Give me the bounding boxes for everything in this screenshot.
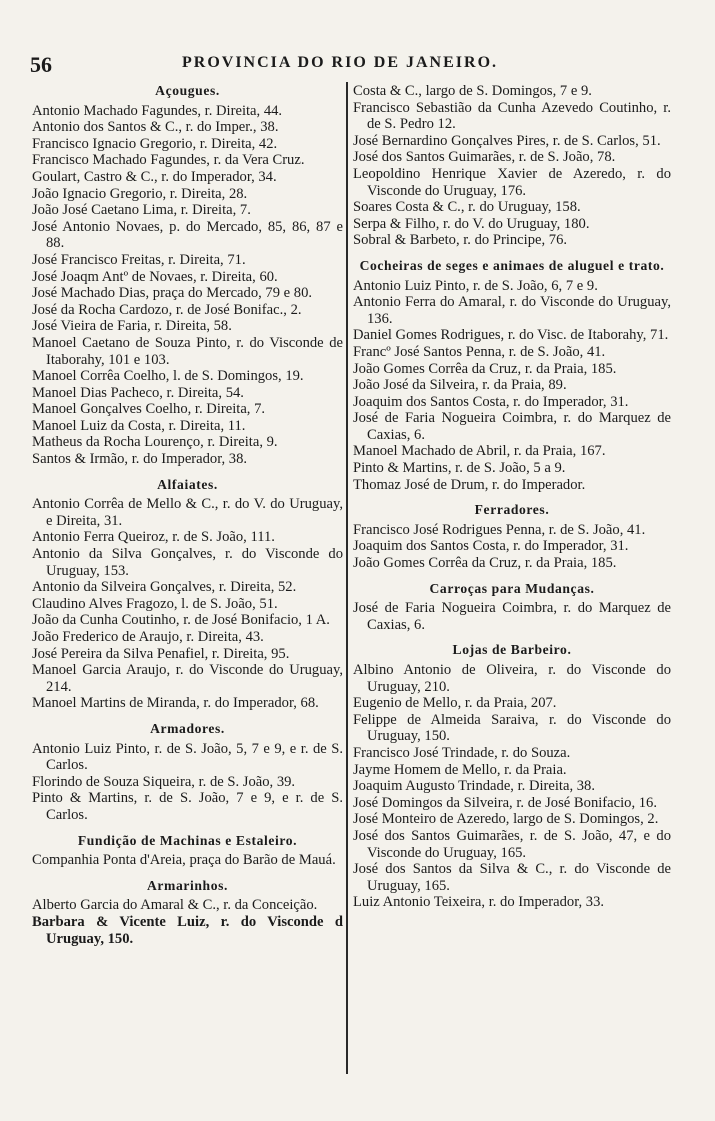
directory-entry: Serpa & Filho, r. do V. do Uruguay, 180.	[353, 215, 590, 232]
directory-entry: Pinto & Martins, r. de S. João, 5 a 9.	[353, 460, 566, 477]
directory-entry: Manoel Garcia Araujo, r. do Visconde do Uruguay, 214.	[32, 662, 343, 695]
page-header: PROVINCIA DO RIO DE JANEIRO.	[181, 54, 499, 71]
directory-entry: Companhia Ponta d'Areia, praça do Barão de Mauá.	[32, 852, 336, 869]
section-title: Armadores.	[150, 720, 225, 736]
directory-section	[353, 581, 671, 634]
section-title: Alfaiates.	[157, 476, 218, 492]
section-title: Armarinhos.	[147, 877, 228, 893]
directory-entry: João Gomes Corrêa da Cruz, r. da Praia, 185.	[353, 360, 617, 377]
directory-entry: Jayme Homem de Mello, r. da Praia.	[353, 761, 567, 778]
directory-section	[32, 721, 343, 824]
directory-entry: José Machado Dias, praça do Mercado, 79 e 80.	[32, 285, 313, 302]
directory-entry: José Monteiro de Azeredo, largo de S. Domingos, 2.	[353, 811, 659, 828]
directory-entry: Claudino Alves Fragozo, l. de S. João, 51.	[32, 595, 278, 612]
directory-entry: Antonio da Silva Gonçalves, r. do Visconde do Uruguay, 153.	[32, 546, 343, 579]
directory-entry: Luiz Antonio Teixeira, r. do Imperador, 33.	[353, 894, 605, 911]
directory-entry: José Bernardino Gonçalves Pires, r. de S. Carlos, 51.	[353, 132, 661, 149]
directory-entry: Manoel Corrêa Coelho, l. de S. Domingos, 19.	[32, 368, 304, 385]
directory-entry: Manoel Gonçalves Coelho, r. Direita, 7.	[32, 401, 266, 418]
directory-section	[32, 83, 343, 468]
directory-entry: Manoel Machado de Abril, r. da Praia, 167.	[353, 443, 606, 460]
directory-entry: Antonio Machado Fagundes, r. Direita, 44.	[32, 102, 283, 119]
directory-entry: Francisco Machado Fagundes, r. da Vera Cruz.	[32, 152, 305, 169]
directory-entry: Francisco José Trindade, r. do Souza.	[353, 744, 571, 761]
directory-section	[353, 642, 671, 911]
directory-entry: João Ignacio Gregorio, r. Direita, 28.	[32, 185, 248, 202]
directory-entry: João José da Silveira, r. da Praia, 89.	[353, 377, 567, 394]
directory-entry: José de Faria Nogueira Coimbra, r. do Marquez de Caxias, 6.	[353, 410, 671, 443]
directory-entry: José Pereira da Silva Penafiel, r. Direita, 95.	[32, 645, 290, 662]
directory-entry: Eugenio de Mello, r. da Praia, 207.	[353, 695, 557, 712]
section-title: Ferradores.	[474, 502, 550, 518]
directory-entry: Barbara & Vicente Luiz, r. do Visconde d Uruguay, 150.	[32, 913, 343, 947]
directory-entry: Joaquim dos Santos Costa, r. do Imperador, 31.	[353, 393, 629, 410]
section-title: Cocheiras de seges e animaes de aluguel e trato.	[359, 257, 665, 273]
section-title: Açougues.	[155, 83, 220, 98]
directory-entry: Francisco José Rodrigues Penna, r. de S. João, 41.	[353, 521, 646, 538]
directory-entry: José dos Santos Guimarães, r. de S. João, 47, e do Visconde do Uruguay, 165.	[353, 827, 671, 861]
directory-entry: José da Rocha Cardozo, r. de José Bonifac., 2.	[32, 301, 302, 318]
directory-entry: Antonio da Silveira Gonçalves, r. Direita, 52.	[32, 579, 297, 596]
directory-entry: Manoel Martins de Miranda, r. do Imperador, 68.	[32, 695, 319, 712]
directory-entry: Francº José Santos Penna, r. de S. João, 41.	[353, 343, 606, 360]
directory-entry: Costa & C., largo de S. Domingos, 7 e 9.	[353, 83, 592, 99]
directory-entry: Goulart, Castro & C., r. do Imperador, 34.	[32, 168, 277, 185]
directory-entry: Francisco Sebastião da Cunha Azevedo Coutinho, r. de S. Pedro 12.	[353, 99, 671, 133]
directory-entry: Antonio Luiz Pinto, r. de S. João, 6, 7 e 9.	[353, 277, 598, 294]
directory-entry: Joaquim dos Santos Costa, r. do Imperador, 31.	[353, 538, 629, 555]
section-title: Lojas de Barbeiro.	[452, 642, 572, 658]
directory-entry: Antonio Ferra Queiroz, r. de S. João, 111.	[32, 529, 275, 546]
directory-entry: Francisco Ignacio Gregorio, r. Direita, 42.	[32, 135, 278, 152]
directory-entry: Thomaz José de Drum, r. do Imperador.	[353, 476, 586, 493]
directory-entry: João Gomes Corrêa da Cruz, r. da Praia, 185.	[353, 555, 617, 572]
right-column	[353, 83, 671, 911]
directory-entry: Antonio Corrêa de Mello & C., r. do V. do Uruguay, e Direita, 31.	[32, 496, 343, 529]
directory-entry: Soares Costa & C., r. do Uruguay, 158.	[353, 199, 581, 216]
directory-entry: Manoel Dias Pacheco, r. Direita, 54.	[32, 384, 244, 401]
directory-section	[353, 502, 671, 571]
directory-entry: Santos & Irmão, r. do Imperador, 38.	[32, 451, 248, 468]
directory-section	[32, 833, 343, 869]
section-title: Fundição de Machinas e Estaleiro.	[77, 832, 298, 848]
directory-entry: Antonio Ferra do Amaral, r. do Visconde do Uruguay, 136.	[353, 294, 671, 327]
directory-section	[353, 258, 671, 493]
directory-entry: Sobral & Barbeto, r. do Principe, 76.	[353, 232, 568, 249]
directory-entry: João da Cunha Coutinho, r. de José Bonifacio, 1 A.	[32, 612, 330, 629]
directory-entry: Manoel Caetano de Souza Pinto, r. do Visconde de Itaborahy, 101 e 103.	[32, 334, 343, 368]
directory-entry: João José Caetano Lima, r. Direita, 7.	[32, 202, 251, 219]
directory-entry: José Joaqm Antº de Novaes, r. Direita, 60.	[32, 268, 278, 285]
directory-entry: José dos Santos Guimarães, r. de S. João, 78.	[353, 149, 616, 166]
directory-entry: Antonio dos Santos & C., r. do Imper., 38.	[32, 119, 279, 136]
directory-section	[353, 83, 671, 249]
directory-entry: José dos Santos da Silva & C., r. do Visconde de Uruguay, 165.	[353, 861, 671, 894]
directory-entry: José Antonio Novaes, p. do Mercado, 85, 86, 87 e 88.	[32, 218, 343, 252]
directory-entry: Felippe de Almeida Saraiva, r. do Visconde do Uruguay, 150.	[353, 711, 671, 745]
left-column	[32, 83, 343, 947]
directory-entry: Leopoldino Henrique Xavier de Azeredo, r. do Visconde do Uruguay, 176.	[353, 165, 671, 199]
directory-section	[32, 477, 343, 712]
directory-entry: Florindo de Souza Siqueira, r. de S. João, 39.	[32, 773, 296, 790]
directory-entry: Manoel Luiz da Costa, r. Direita, 11.	[32, 417, 246, 434]
page-number: 56	[30, 52, 52, 77]
column-divider	[346, 82, 348, 1074]
directory-entry: Albino Antonio de Oliveira, r. do Visconde do Uruguay, 210.	[353, 662, 671, 695]
directory-entry: João Frederico de Araujo, r. Direita, 43.	[32, 629, 264, 645]
directory-entry: Daniel Gomes Rodrigues, r. do Visc. de Itaborahy, 71.	[353, 327, 669, 344]
directory-section	[32, 878, 343, 947]
directory-entry: Alberto Garcia do Amaral & C., r. da Conceição.	[32, 897, 318, 914]
directory-entry: Matheus da Rocha Lourenço, r. Direita, 9.	[32, 434, 278, 451]
directory-entry: Antonio Luiz Pinto, r. de S. João, 5, 7 e 9, e r. de S. Carlos.	[32, 740, 343, 774]
directory-entry: José Vieira de Faria, r. Direita, 58.	[32, 318, 232, 335]
directory-entry: Joaquim Augusto Trindade, r. Direita, 38.	[353, 778, 596, 795]
directory-entry: José Francisco Freitas, r. Direita, 71.	[32, 251, 246, 268]
section-title: Carroças para Mudanças.	[429, 580, 595, 596]
directory-entry: José de Faria Nogueira Coimbra, r. do Marquez de Caxias, 6.	[353, 600, 671, 633]
directory-entry: Pinto & Martins, r. de S. João, 7 e 9, e r. de S. Carlos.	[32, 790, 343, 823]
directory-entry: José Domingos da Silveira, r. de José Bonifacio, 16.	[353, 794, 657, 811]
